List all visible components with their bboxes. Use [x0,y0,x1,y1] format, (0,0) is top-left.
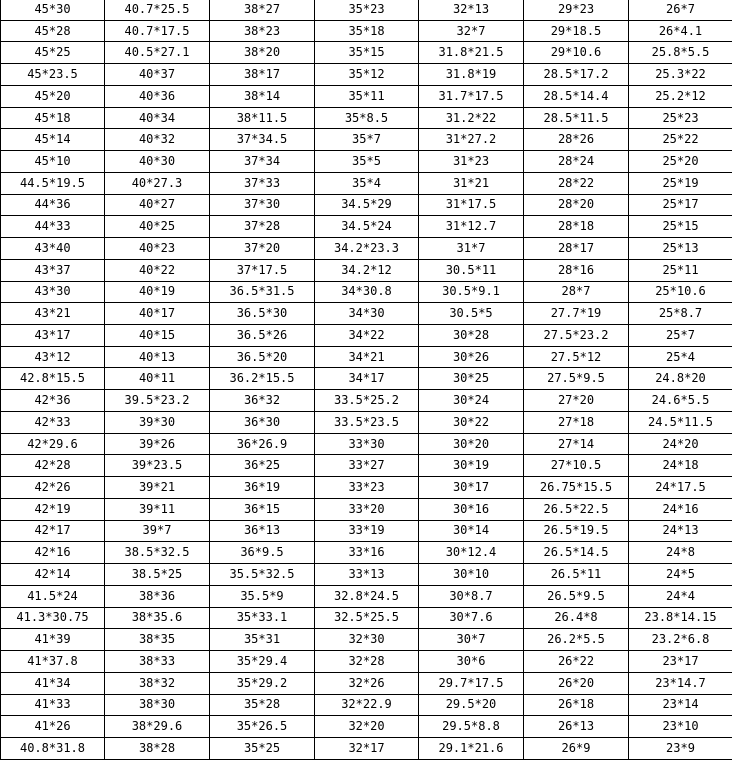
table-cell: 32.5*25.5 [315,607,419,629]
table-cell: 25*10.6 [629,281,732,303]
table-cell: 38*11.5 [210,107,315,129]
table-row [1,64,732,86]
table-cell: 30*25 [419,368,524,390]
table-cell: 28*16 [524,259,629,281]
table-cell: 30*17 [419,477,524,499]
table-cell: 24*18 [629,455,732,477]
table-cell: 34.2*12 [315,259,419,281]
table-cell: 38.5*25 [105,564,210,586]
table-cell: 30*16 [419,498,524,520]
table-cell: 27.7*19 [524,303,629,325]
table-cell: 24*5 [629,564,732,586]
table-cell: 23.8*14.15 [629,607,732,629]
table-row [1,151,732,173]
table-cell: 43*40 [1,238,105,260]
table-cell: 27*20 [524,390,629,412]
table-cell: 35*26.5 [210,716,315,738]
table-cell: 26.5*9.5 [524,585,629,607]
table-cell: 27*10.5 [524,455,629,477]
table-cell: 24*17.5 [629,477,732,499]
table-cell: 24*4 [629,585,732,607]
table-cell: 30*7.6 [419,607,524,629]
table-cell: 35*5 [315,151,419,173]
table-row [1,629,732,651]
table-cell: 41*26 [1,716,105,738]
table-row [1,411,732,433]
table-cell: 29.5*20 [419,694,524,716]
table-cell: 28*22 [524,172,629,194]
table-cell: 27*18 [524,411,629,433]
table-cell: 35*28 [210,694,315,716]
table-cell: 32*26 [315,672,419,694]
table-cell: 35*29.4 [210,651,315,673]
table-row [1,694,732,716]
table-cell: 35*25 [210,737,315,759]
table-cell: 38*30 [105,694,210,716]
table-cell: 36.5*20 [210,346,315,368]
table-cell: 28.5*14.4 [524,85,629,107]
table-row [1,107,732,129]
table-cell: 34*22 [315,325,419,347]
table-cell: 36*32 [210,390,315,412]
table-cell: 38*14 [210,85,315,107]
table-cell: 39*30 [105,411,210,433]
table-cell: 34*30.8 [315,281,419,303]
table-cell: 42*14 [1,564,105,586]
table-cell: 30*6 [419,651,524,673]
table-row [1,281,732,303]
table-cell: 36*19 [210,477,315,499]
table-cell: 41*33 [1,694,105,716]
table-cell: 40*22 [105,259,210,281]
table-cell: 32*30 [315,629,419,651]
table-cell: 41.3*30.75 [1,607,105,629]
table-cell: 37*34.5 [210,129,315,151]
table-cell: 40*25 [105,216,210,238]
table-cell: 24*16 [629,498,732,520]
table-cell: 44*36 [1,194,105,216]
table-cell: 41*37.8 [1,651,105,673]
table-cell: 41.5*24 [1,585,105,607]
table-row [1,542,732,564]
table-cell: 28*18 [524,216,629,238]
table-cell: 24*20 [629,433,732,455]
table-cell: 37*30 [210,194,315,216]
table-cell: 36.2*15.5 [210,368,315,390]
table-cell: 37*17.5 [210,259,315,281]
table-row [1,172,732,194]
table-cell: 40*15 [105,325,210,347]
table-cell: 26*22 [524,651,629,673]
table-cell: 35*18 [315,20,419,42]
table-cell: 35*29.2 [210,672,315,694]
table-cell: 42*29.6 [1,433,105,455]
table-cell: 39*26 [105,433,210,455]
table-cell: 43*17 [1,325,105,347]
table-cell: 30*19 [419,455,524,477]
table-cell: 25*8.7 [629,303,732,325]
table-cell: 28*7 [524,281,629,303]
table-cell: 40*11 [105,368,210,390]
table-cell: 29.7*17.5 [419,672,524,694]
table-cell: 26.4*8 [524,607,629,629]
table-row [1,433,732,455]
table-cell: 43*37 [1,259,105,281]
table-cell: 35*8.5 [315,107,419,129]
table-cell: 31.8*19 [419,64,524,86]
table-cell: 30*12.4 [419,542,524,564]
table-cell: 32*22.9 [315,694,419,716]
table-cell: 26.5*22.5 [524,498,629,520]
table-cell: 32*17 [315,737,419,759]
table-row [1,303,732,325]
table-cell: 40*37 [105,64,210,86]
table-cell: 40.5*27.1 [105,42,210,64]
table-cell: 40*27 [105,194,210,216]
table-cell: 26.75*15.5 [524,477,629,499]
table-cell: 33*27 [315,455,419,477]
table-cell: 36*25 [210,455,315,477]
table-cell: 27.5*12 [524,346,629,368]
table-cell: 36*13 [210,520,315,542]
table-row [1,0,732,20]
table-cell: 31.2*22 [419,107,524,129]
table-cell: 25*20 [629,151,732,173]
table-row [1,585,732,607]
table-cell: 29.5*8.8 [419,716,524,738]
table-cell: 35*23 [315,0,419,20]
table-cell: 28*20 [524,194,629,216]
table-cell: 38*36 [105,585,210,607]
table-cell: 42*17 [1,520,105,542]
table-row [1,346,732,368]
table-cell: 29*23 [524,0,629,20]
table-cell: 26*13 [524,716,629,738]
table-cell: 37*33 [210,172,315,194]
table-cell: 29.1*21.6 [419,737,524,759]
table-row [1,85,732,107]
table-cell: 34*17 [315,368,419,390]
table-cell: 38*35 [105,629,210,651]
table-cell: 26*4.1 [629,20,732,42]
table-cell: 40*17 [105,303,210,325]
table-cell: 30*10 [419,564,524,586]
table-cell: 43*30 [1,281,105,303]
table-cell: 32*7 [419,20,524,42]
table-cell: 36.5*26 [210,325,315,347]
table-cell: 45*25 [1,42,105,64]
table-cell: 35*12 [315,64,419,86]
table-cell: 33*20 [315,498,419,520]
table-cell: 26*9 [524,737,629,759]
table-cell: 30*24 [419,390,524,412]
table-cell: 35*31 [210,629,315,651]
table-cell: 35*4 [315,172,419,194]
table-cell: 34*21 [315,346,419,368]
table-cell: 34.2*23.3 [315,238,419,260]
size-table-body [1,0,732,759]
table-cell: 28.5*17.2 [524,64,629,86]
table-cell: 36*30 [210,411,315,433]
table-cell: 42*28 [1,455,105,477]
table-cell: 29*18.5 [524,20,629,42]
table-cell: 25.8*5.5 [629,42,732,64]
table-cell: 27.5*23.2 [524,325,629,347]
table-row [1,20,732,42]
table-cell: 37*28 [210,216,315,238]
table-cell: 45*20 [1,85,105,107]
table-cell: 43*21 [1,303,105,325]
table-cell: 36*15 [210,498,315,520]
table-row [1,737,732,759]
table-cell: 36*9.5 [210,542,315,564]
table-cell: 32.8*24.5 [315,585,419,607]
table-cell: 30.5*11 [419,259,524,281]
table-cell: 38*28 [105,737,210,759]
table-cell: 25*7 [629,325,732,347]
table-row [1,325,732,347]
table-cell: 26*18 [524,694,629,716]
table-cell: 25*23 [629,107,732,129]
table-cell: 28*26 [524,129,629,151]
table-cell: 30*8.7 [419,585,524,607]
table-cell: 44.5*19.5 [1,172,105,194]
table-cell: 33*19 [315,520,419,542]
table-cell: 31.8*21.5 [419,42,524,64]
table-cell: 31*17.5 [419,194,524,216]
table-row [1,216,732,238]
table-cell: 33*16 [315,542,419,564]
table-cell: 24.8*20 [629,368,732,390]
table-cell: 38.5*32.5 [105,542,210,564]
table-cell: 40.7*17.5 [105,20,210,42]
table-cell: 42*36 [1,390,105,412]
table-cell: 30*26 [419,346,524,368]
table-cell: 39*21 [105,477,210,499]
table-cell: 33.5*25.2 [315,390,419,412]
table-cell: 28*17 [524,238,629,260]
table-cell: 26.2*5.5 [524,629,629,651]
table-cell: 26*20 [524,672,629,694]
table-cell: 24.5*11.5 [629,411,732,433]
table-cell: 36*26.9 [210,433,315,455]
table-cell: 33*30 [315,433,419,455]
table-cell: 24.6*5.5 [629,390,732,412]
table-cell: 38*17 [210,64,315,86]
table-cell: 45*30 [1,0,105,20]
table-cell: 25*15 [629,216,732,238]
table-cell: 45*28 [1,20,105,42]
table-cell: 40*13 [105,346,210,368]
table-cell: 31*12.7 [419,216,524,238]
table-cell: 42*26 [1,477,105,499]
table-cell: 42*19 [1,498,105,520]
table-cell: 39*11 [105,498,210,520]
table-cell: 37*34 [210,151,315,173]
table-cell: 41*39 [1,629,105,651]
table-cell: 38*35.6 [105,607,210,629]
table-cell: 30.5*9.1 [419,281,524,303]
table-cell: 26.5*11 [524,564,629,586]
table-cell: 24*13 [629,520,732,542]
table-cell: 45*14 [1,129,105,151]
table-cell: 39*23.5 [105,455,210,477]
table-row [1,564,732,586]
table-cell: 27.5*9.5 [524,368,629,390]
table-cell: 34.5*24 [315,216,419,238]
table-cell: 30.5*5 [419,303,524,325]
table-cell: 27*14 [524,433,629,455]
table-row [1,651,732,673]
table-row [1,455,732,477]
table-cell: 38*33 [105,651,210,673]
table-cell: 39.5*23.2 [105,390,210,412]
table-row [1,238,732,260]
table-cell: 40*36 [105,85,210,107]
table-cell: 30*28 [419,325,524,347]
table-cell: 45*18 [1,107,105,129]
table-cell: 36.5*31.5 [210,281,315,303]
table-cell: 40.7*25.5 [105,0,210,20]
table-row [1,716,732,738]
table-row [1,520,732,542]
table-cell: 26.5*14.5 [524,542,629,564]
table-cell: 40*34 [105,107,210,129]
table-cell: 26*7 [629,0,732,20]
table-cell: 28*24 [524,151,629,173]
table-cell: 36.5*30 [210,303,315,325]
table-cell: 25*11 [629,259,732,281]
table-cell: 23*10 [629,716,732,738]
table-cell: 29*10.6 [524,42,629,64]
table-cell: 31.7*17.5 [419,85,524,107]
table-row [1,498,732,520]
table-row [1,477,732,499]
table-cell: 38*20 [210,42,315,64]
table-cell: 40.8*31.8 [1,737,105,759]
table-cell: 40*32 [105,129,210,151]
table-cell: 30*7 [419,629,524,651]
table-cell: 33*23 [315,477,419,499]
table-row [1,368,732,390]
table-cell: 23*14.7 [629,672,732,694]
table-cell: 42*16 [1,542,105,564]
table-cell: 44*33 [1,216,105,238]
table-cell: 25*17 [629,194,732,216]
table-cell: 30*20 [419,433,524,455]
table-cell: 33.5*23.5 [315,411,419,433]
table-cell: 31*27.2 [419,129,524,151]
table-cell: 35.5*32.5 [210,564,315,586]
table-cell: 40*23 [105,238,210,260]
table-row [1,194,732,216]
table-cell: 31*23 [419,151,524,173]
table-cell: 38*29.6 [105,716,210,738]
table-cell: 34*30 [315,303,419,325]
table-cell: 32*13 [419,0,524,20]
table-cell: 23*17 [629,651,732,673]
table-cell: 30*22 [419,411,524,433]
table-row [1,390,732,412]
table-cell: 30*14 [419,520,524,542]
table-cell: 42.8*15.5 [1,368,105,390]
table-cell: 23*14 [629,694,732,716]
table-cell: 35*11 [315,85,419,107]
table-cell: 39*7 [105,520,210,542]
table-cell: 25*13 [629,238,732,260]
table-cell: 26.5*19.5 [524,520,629,542]
table-cell: 25*4 [629,346,732,368]
table-row [1,607,732,629]
table-cell: 43*12 [1,346,105,368]
table-cell: 23*9 [629,737,732,759]
table-cell: 38*23 [210,20,315,42]
table-cell: 24*8 [629,542,732,564]
table-cell: 41*34 [1,672,105,694]
table-cell: 40*27.3 [105,172,210,194]
table-cell: 25*22 [629,129,732,151]
table-cell: 45*23.5 [1,64,105,86]
table-cell: 32*20 [315,716,419,738]
table-cell: 34.5*29 [315,194,419,216]
table-cell: 40*19 [105,281,210,303]
table-cell: 25*19 [629,172,732,194]
table-row [1,672,732,694]
table-cell: 45*10 [1,151,105,173]
table-cell: 35*33.1 [210,607,315,629]
table-cell: 33*13 [315,564,419,586]
table-cell: 42*33 [1,411,105,433]
table-cell: 38*27 [210,0,315,20]
table-cell: 32*28 [315,651,419,673]
table-cell: 35*7 [315,129,419,151]
table-cell: 38*32 [105,672,210,694]
table-row [1,42,732,64]
table-row [1,259,732,281]
table-cell: 35*15 [315,42,419,64]
table-cell: 23.2*6.8 [629,629,732,651]
table-cell: 31*21 [419,172,524,194]
table-cell: 35.5*9 [210,585,315,607]
table-cell: 40*30 [105,151,210,173]
table-cell: 25.2*12 [629,85,732,107]
table-cell: 28.5*11.5 [524,107,629,129]
table-cell: 31*7 [419,238,524,260]
table-cell: 37*20 [210,238,315,260]
table-cell: 25.3*22 [629,64,732,86]
table-row [1,129,732,151]
